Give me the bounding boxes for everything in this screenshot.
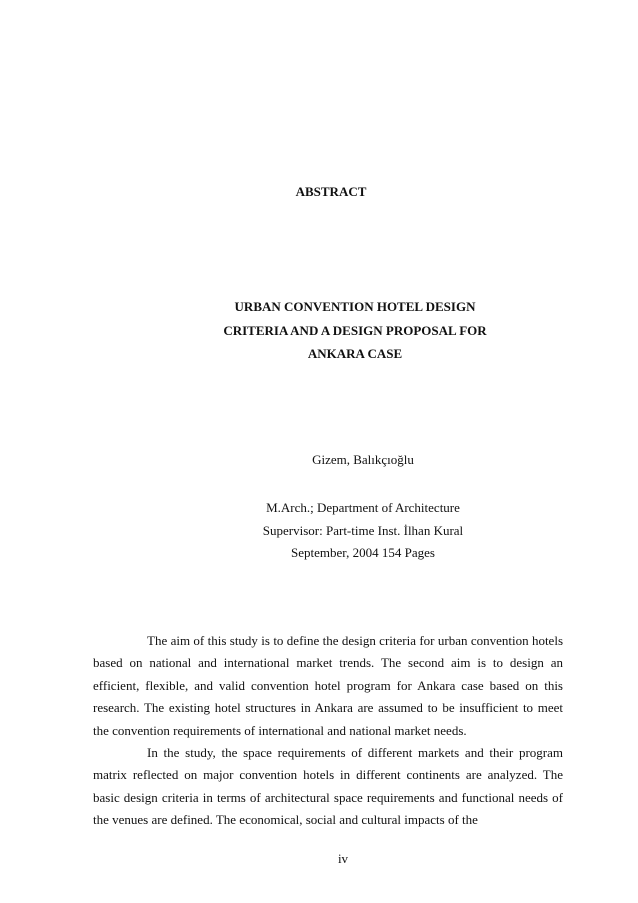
abstract-paragraph-1: The aim of this study is to define the design criteria for urban convention hotels based on national and international market trends. The second aim is to design an efficient, flexible, and valid convention hotel program for Ankara case based on this research. The existing hotel structures in Ankara are assumed to be insufficient to meet the convention requirements of international and national market needs. [93,633,563,738]
thesis-title-line-2: CRITERIA AND A DESIGN PROPOSAL FOR [223,322,487,338]
thesis-title [36,295,638,366]
degree-department: M.Arch.; Department of Architecture [266,500,460,515]
abstract-body [93,630,563,832]
thesis-title-line-1: URBAN CONVENTION HOTEL DESIGN [234,299,476,314]
supervisor-line: Supervisor: Part-time Inst. İlhan Kural [262,522,464,538]
thesis-info [44,497,638,565]
page-number: iv [337,851,349,866]
author-name: Gizem, Balıkçıoğlu [312,452,414,467]
thesis-title-line-3: ANKARA CASE [307,346,403,361]
abstract-heading: ABSTRACT [295,184,367,199]
date-pages-line: September, 2004 154 Pages [291,545,435,560]
abstract-paragraph-2: In the study, the space requirements of different markets and their program matrix reflected on major convention hotels in different continents are analyzed. The basic design criteria in terms of architectural space requirements and functional needs of the venues are defined. The economical, social and cultural impacts of the [93,745,563,828]
